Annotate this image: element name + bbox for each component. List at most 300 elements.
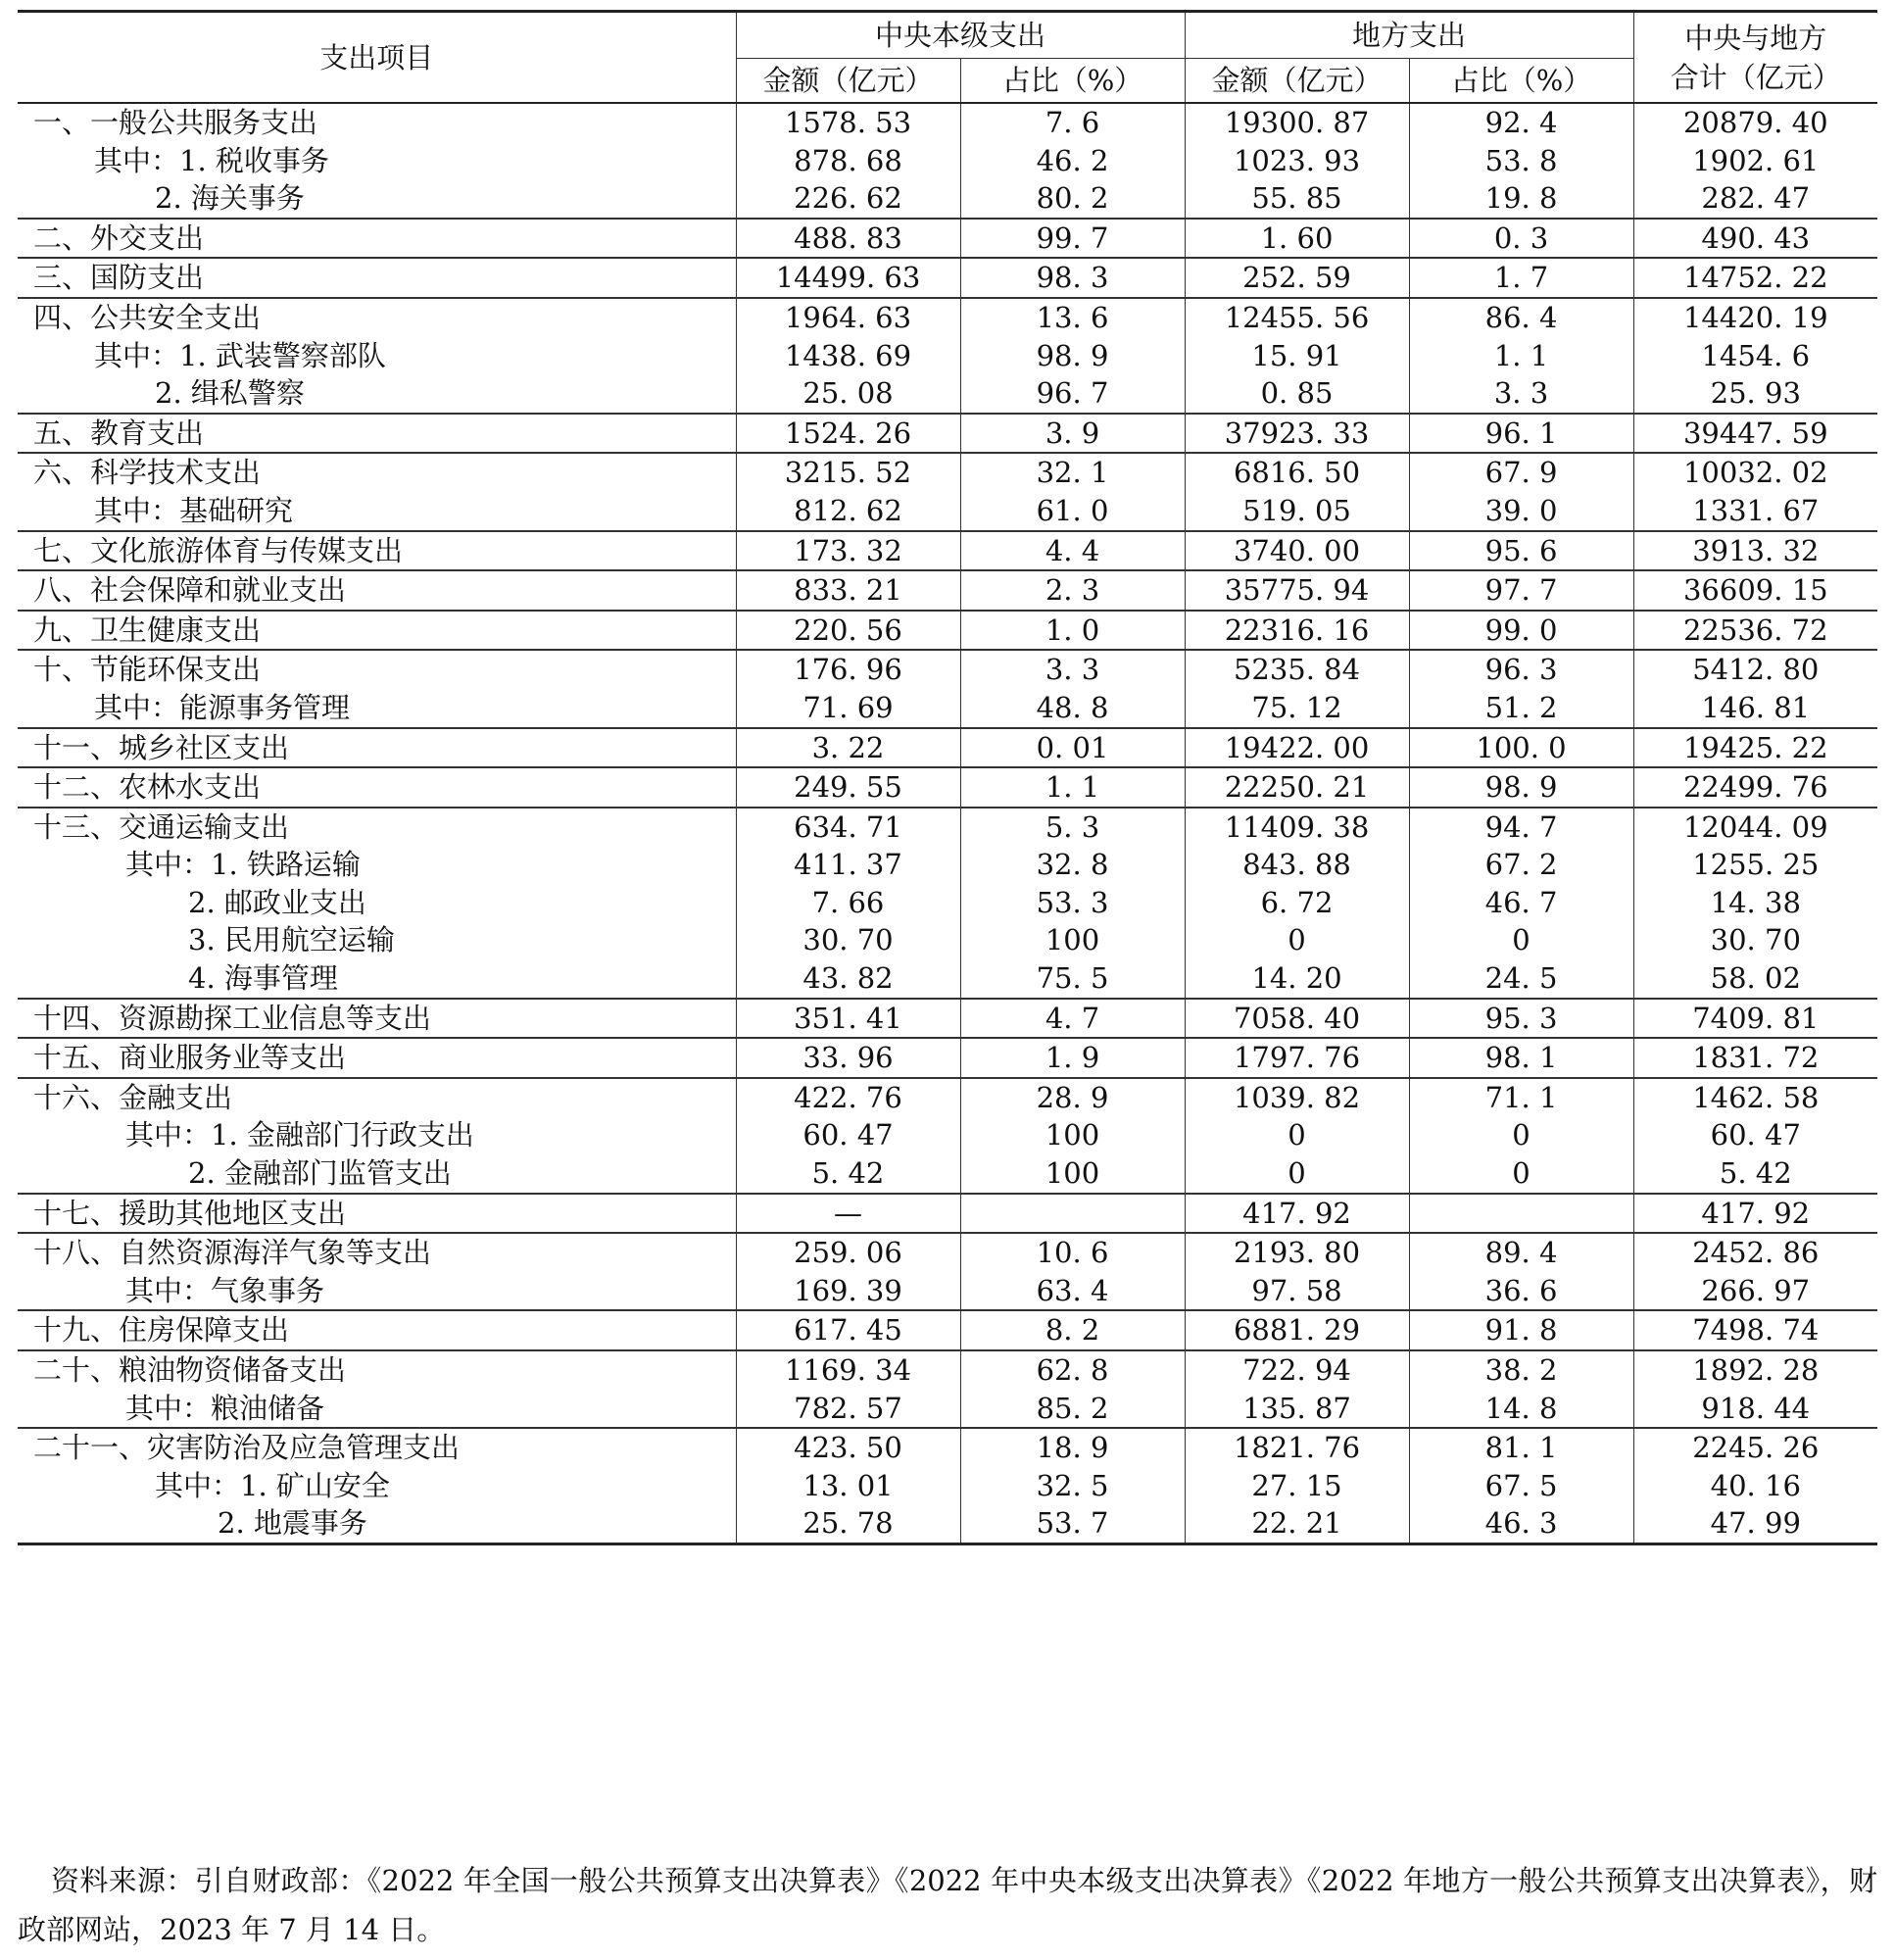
total-amount-value: 7409. 81 [1692, 1001, 1820, 1035]
local-amount-value: 97. 58 [1251, 1273, 1342, 1307]
central-amount-cell [736, 453, 960, 530]
item-name: 二十一、灾害防治及应急管理支出 [33, 1431, 461, 1465]
total-amount-value: 20879. 40 [1682, 106, 1828, 139]
table-row-group [18, 414, 1877, 454]
local-amount-cell [1185, 570, 1409, 611]
total-amount-value: 40. 16 [1710, 1468, 1801, 1502]
central-amount-cell [736, 103, 960, 219]
total-amount-value: 14752. 22 [1682, 261, 1828, 295]
local-share-value: 46. 3 [1484, 1506, 1558, 1541]
central-share-cell [960, 767, 1185, 808]
item-name: 其中：1. 武装警察部队 [94, 338, 386, 372]
item-name: 其中：1. 铁路运输 [125, 848, 361, 882]
item-cell [18, 1078, 736, 1194]
total-amount-value: 2452. 86 [1692, 1236, 1820, 1270]
total-amount-cell [1633, 728, 1877, 768]
item-name: 十八、自然资源海洋气象等支出 [33, 1236, 432, 1270]
local-amount-value: 75. 12 [1251, 690, 1342, 724]
total-amount-value: 7498. 74 [1692, 1313, 1820, 1348]
local-amount-value: 417. 92 [1242, 1196, 1351, 1230]
local-share-cell [1409, 611, 1633, 651]
central-share-value: 100 [1045, 1118, 1100, 1152]
item-name: 十二、农林水支出 [33, 770, 262, 805]
total-amount-value: 14. 38 [1710, 885, 1801, 919]
local-share-value: 91. 8 [1484, 1313, 1558, 1348]
total-amount-cell [1633, 1428, 1877, 1544]
central-share-value: 98. 9 [1036, 338, 1109, 372]
central-amount-cell [736, 258, 960, 298]
header-total [1633, 12, 1877, 104]
total-amount-value: 3913. 32 [1692, 533, 1820, 567]
item-name: 其中：能源事务管理 [94, 690, 351, 724]
local-amount-cell [1185, 1233, 1409, 1310]
local-amount-value: 3740. 00 [1233, 533, 1361, 567]
local-share-value: 0. 3 [1493, 220, 1549, 255]
total-amount-value: 47. 99 [1710, 1506, 1801, 1541]
header-central: 中央本级支出 [736, 12, 1185, 59]
item-cell [18, 1038, 736, 1078]
central-share-cell [960, 611, 1185, 651]
total-amount-value: 1255. 25 [1692, 848, 1820, 882]
local-share-cell [1409, 414, 1633, 454]
local-amount-cell [1185, 258, 1409, 298]
central-share-value: 0. 01 [1036, 730, 1109, 764]
table-row-group [18, 298, 1877, 414]
central-share-value: 1. 0 [1045, 612, 1100, 647]
header-total-line1: 中央与地方 [1684, 21, 1827, 55]
central-share-cell [960, 219, 1185, 259]
local-share-value: 67. 9 [1484, 456, 1558, 490]
central-share-value: 18. 9 [1036, 1431, 1109, 1465]
local-amount-value: 22. 21 [1251, 1506, 1342, 1541]
central-share-value: 1. 9 [1045, 1041, 1100, 1075]
item-cell [18, 1233, 736, 1310]
central-share-cell [960, 808, 1185, 999]
central-share-value: 100 [1045, 923, 1100, 957]
central-share-value: 4. 4 [1045, 533, 1100, 567]
local-share-value: 95. 3 [1484, 1001, 1558, 1035]
expenditure-table [18, 10, 1877, 1545]
central-amount-cell [736, 1233, 960, 1310]
total-amount-value: 918. 44 [1701, 1391, 1811, 1425]
central-amount-value: 351. 41 [794, 1001, 902, 1035]
item-name: 二十、粮油物资储备支出 [33, 1353, 347, 1387]
item-name: 2. 海关事务 [155, 181, 305, 216]
total-amount-cell [1633, 298, 1877, 414]
item-name: 2. 金融部门监管支出 [188, 1156, 452, 1191]
total-amount-cell [1633, 103, 1877, 219]
local-amount-value: 15. 91 [1251, 338, 1342, 372]
table-row-group [18, 258, 1877, 298]
central-amount-value: 220. 56 [794, 612, 902, 647]
central-amount-value: 14499. 63 [775, 261, 921, 295]
central-share-value: 48. 8 [1036, 690, 1109, 724]
central-share-cell [960, 258, 1185, 298]
central-share-value: 4. 7 [1045, 1001, 1100, 1035]
item-name: 十、节能环保支出 [33, 653, 262, 687]
central-share-cell [960, 1194, 1185, 1234]
item-name: 五、教育支出 [33, 416, 205, 450]
item-name: 十四、资源勘探工业信息等支出 [33, 1001, 432, 1035]
local-share-cell [1409, 298, 1633, 414]
item-name: 2. 缉私警察 [155, 376, 305, 411]
total-amount-cell [1633, 767, 1877, 808]
item-cell [18, 531, 736, 571]
central-amount-value: 1524. 26 [784, 416, 912, 450]
central-amount-value: 43. 82 [802, 961, 894, 996]
total-amount-cell [1633, 1194, 1877, 1234]
header-central-amount: 金额（亿元） [736, 59, 960, 104]
table-row-group [18, 1428, 1877, 1544]
table-row-group [18, 767, 1877, 808]
central-share-value: 46. 2 [1036, 143, 1109, 177]
local-amount-value: 6816. 50 [1233, 456, 1361, 490]
local-share-value: 97. 7 [1484, 573, 1558, 608]
central-share-cell [960, 103, 1185, 219]
central-amount-cell [736, 1428, 960, 1544]
central-share-value: 98. 3 [1036, 261, 1109, 295]
table-row-group [18, 570, 1877, 611]
total-amount-value: 60. 47 [1710, 1118, 1801, 1152]
central-amount-cell [736, 728, 960, 768]
table-row-group [18, 1194, 1877, 1234]
table-row-group [18, 103, 1877, 219]
central-amount-cell [736, 1194, 960, 1234]
central-amount-value: 488. 83 [794, 220, 902, 255]
item-name: 其中：气象事务 [125, 1273, 325, 1307]
central-share-cell [960, 414, 1185, 454]
item-cell [18, 650, 736, 727]
local-share-cell [1409, 570, 1633, 611]
local-amount-cell [1185, 1350, 1409, 1428]
total-amount-value: 10032. 02 [1682, 456, 1828, 490]
local-share-cell [1409, 531, 1633, 571]
table-row-group [18, 1078, 1877, 1194]
item-cell [18, 570, 736, 611]
central-share-cell [960, 1350, 1185, 1428]
central-share-value: 63. 4 [1036, 1273, 1109, 1307]
item-name: 3. 民用航空运输 [188, 923, 395, 957]
central-amount-value: 423. 50 [794, 1431, 902, 1465]
central-amount-value: 782. 57 [794, 1391, 902, 1425]
central-share-cell [960, 1038, 1185, 1078]
central-amount-value: 13. 01 [802, 1468, 894, 1502]
local-share-value: 1. 1 [1493, 338, 1549, 372]
central-amount-value: 249. 55 [794, 770, 902, 805]
local-amount-value: 19300. 87 [1224, 106, 1370, 139]
item-name: 九、卫生健康支出 [33, 612, 262, 647]
local-amount-cell [1185, 531, 1409, 571]
local-amount-cell [1185, 453, 1409, 530]
local-share-value: 39. 0 [1484, 493, 1558, 527]
local-share-value: 46. 7 [1484, 885, 1558, 919]
local-amount-value: 22316. 16 [1224, 612, 1370, 647]
item-cell [18, 1310, 736, 1350]
item-name: 四、公共安全支出 [33, 300, 262, 334]
central-share-value: 5. 3 [1045, 809, 1100, 844]
local-share-value: 0 [1512, 1156, 1531, 1191]
central-amount-value: 1438. 69 [784, 338, 912, 372]
table-row-group [18, 611, 1877, 651]
total-amount-value: 1892. 28 [1692, 1353, 1820, 1387]
local-amount-cell [1185, 767, 1409, 808]
table-row-group [18, 1233, 1877, 1310]
item-name: 其中：粮油储备 [125, 1391, 325, 1425]
local-amount-value: 37923. 33 [1224, 416, 1370, 450]
central-share-value: 28. 9 [1036, 1080, 1109, 1114]
central-share-cell [960, 570, 1185, 611]
central-amount-cell [736, 650, 960, 727]
local-share-cell [1409, 650, 1633, 727]
central-amount-value: 7. 66 [811, 885, 885, 919]
source-note: 资料来源：引自财政部：《2022 年全国一般公共预算支出决算表》《2022 年中央本级支出决算表》《2022 年地方一般公共预算支出决算表》，财政部网站，2023 年 7 月 14 日。 [18, 1864, 1877, 1946]
central-amount-value: 617. 45 [794, 1313, 902, 1348]
central-amount-value: 5. 42 [811, 1156, 885, 1191]
central-amount-cell [736, 298, 960, 414]
total-amount-cell [1633, 414, 1877, 454]
central-share-value: 32. 1 [1036, 456, 1109, 490]
central-amount-cell [736, 414, 960, 454]
header-local-amount: 金额（亿元） [1185, 59, 1409, 104]
total-amount-cell [1633, 999, 1877, 1039]
local-amount-value: 11409. 38 [1224, 809, 1370, 844]
local-share-value: 98. 1 [1484, 1041, 1558, 1075]
central-amount-cell [736, 611, 960, 651]
central-share-value: 8. 2 [1045, 1313, 1100, 1348]
local-amount-value: 135. 87 [1242, 1391, 1351, 1425]
local-amount-value: 0 [1288, 923, 1306, 957]
central-share-value: 10. 6 [1036, 1236, 1109, 1270]
central-share-cell [960, 531, 1185, 571]
local-share-cell [1409, 1310, 1633, 1350]
item-cell [18, 258, 736, 298]
central-share-value: 100 [1045, 1156, 1100, 1191]
central-share-value: 1. 1 [1045, 770, 1100, 805]
local-amount-cell [1185, 1194, 1409, 1234]
central-amount-value: 634. 71 [794, 809, 902, 844]
total-amount-value: 1902. 61 [1692, 143, 1820, 177]
table-row-group [18, 1038, 1877, 1078]
total-amount-value: 36609. 15 [1682, 573, 1828, 608]
item-name: 八、社会保障和就业支出 [33, 573, 347, 608]
central-amount-value: 173. 32 [794, 533, 902, 567]
total-amount-value: 58. 02 [1710, 961, 1801, 996]
local-amount-cell [1185, 1078, 1409, 1194]
total-amount-value: 5. 42 [1719, 1156, 1792, 1191]
total-amount-cell [1633, 531, 1877, 571]
item-name: 其中：1. 金融部门行政支出 [125, 1118, 474, 1152]
item-name: 六、科学技术支出 [33, 456, 262, 490]
table-row-group [18, 453, 1877, 530]
local-amount-value: 0. 85 [1260, 376, 1334, 411]
central-share-value [961, 1195, 1185, 1233]
total-amount-value: 1462. 58 [1692, 1080, 1820, 1114]
local-share-cell [1409, 999, 1633, 1039]
local-amount-value: 0 [1288, 1118, 1306, 1152]
local-amount-cell [1185, 219, 1409, 259]
central-share-value: 96. 7 [1036, 376, 1109, 411]
central-amount-value: 833. 21 [794, 573, 902, 608]
local-amount-value: 27. 15 [1251, 1468, 1342, 1502]
local-share-cell [1409, 1233, 1633, 1310]
local-amount-value: 5235. 84 [1233, 653, 1361, 687]
central-amount-value: 259. 06 [794, 1236, 902, 1270]
local-amount-value: 6881. 29 [1233, 1313, 1361, 1348]
header-local: 地方支出 [1185, 12, 1633, 59]
item-name: 十七、援助其他地区支出 [33, 1196, 347, 1230]
item-name: 一、一般公共服务支出 [33, 106, 318, 139]
central-share-value: 3. 9 [1045, 416, 1100, 450]
local-share-value: 86. 4 [1484, 300, 1558, 334]
total-amount-cell [1633, 1038, 1877, 1078]
central-amount-cell [736, 531, 960, 571]
central-amount-cell [736, 219, 960, 259]
item-cell [18, 453, 736, 530]
central-share-value: 3. 3 [1045, 653, 1100, 687]
local-share-value: 89. 4 [1484, 1236, 1558, 1270]
local-amount-value: 12455. 56 [1224, 300, 1370, 334]
central-amount-cell [736, 1038, 960, 1078]
local-share-value: 92. 4 [1484, 106, 1558, 139]
total-amount-cell [1633, 1310, 1877, 1350]
local-share-cell [1409, 1078, 1633, 1194]
item-name: 2. 邮政业支出 [188, 885, 366, 919]
item-cell [18, 414, 736, 454]
item-name: 4. 海事管理 [188, 961, 338, 996]
local-amount-value: 843. 88 [1242, 848, 1351, 882]
local-amount-value: 1797. 76 [1233, 1041, 1361, 1075]
item-name: 十三、交通运输支出 [33, 809, 290, 844]
central-amount-cell [736, 999, 960, 1039]
local-amount-cell [1185, 1310, 1409, 1350]
table-header [18, 12, 1877, 104]
item-cell [18, 1194, 736, 1234]
central-share-cell [960, 298, 1185, 414]
local-amount-cell [1185, 611, 1409, 651]
item-name: 其中：基础研究 [94, 493, 294, 527]
central-amount-cell [736, 570, 960, 611]
central-amount-value: 3. 22 [811, 730, 885, 764]
item-cell [18, 1350, 736, 1428]
total-amount-value: 1831. 72 [1692, 1041, 1820, 1075]
total-amount-value: 2245. 26 [1692, 1431, 1820, 1465]
total-amount-value: 30. 70 [1710, 923, 1801, 957]
total-amount-cell [1633, 1233, 1877, 1310]
table-row-group [18, 1310, 1877, 1350]
local-amount-value: 7058. 40 [1233, 1001, 1361, 1035]
table-row-group [18, 728, 1877, 768]
central-amount-cell [736, 1350, 960, 1428]
local-share-cell [1409, 258, 1633, 298]
total-amount-cell [1633, 453, 1877, 530]
central-share-value: 7. 6 [1045, 106, 1100, 139]
local-share-value: 38. 2 [1484, 1353, 1558, 1387]
local-share-value: 19. 8 [1484, 181, 1558, 216]
item-name: 其中：1. 矿山安全 [155, 1468, 390, 1502]
local-share-cell [1409, 767, 1633, 808]
local-amount-cell [1185, 1428, 1409, 1544]
central-share-value: 75. 5 [1036, 961, 1109, 996]
item-cell [18, 298, 736, 414]
local-share-value: 71. 1 [1484, 1080, 1558, 1114]
local-share-value: 100. 0 [1476, 730, 1567, 764]
table-row-group [18, 999, 1877, 1039]
total-amount-value: 490. 43 [1701, 220, 1811, 255]
item-cell [18, 728, 736, 768]
table-row-group [18, 1350, 1877, 1428]
local-share-value: 36. 6 [1484, 1273, 1558, 1307]
central-share-value: 53. 7 [1036, 1506, 1109, 1541]
local-share-value: 98. 9 [1484, 770, 1558, 805]
central-amount-cell [736, 767, 960, 808]
local-amount-value: 6. 72 [1260, 885, 1334, 919]
total-amount-value: 39447. 59 [1682, 416, 1828, 450]
local-amount-value: 1023. 93 [1233, 143, 1361, 177]
central-share-value: 2. 3 [1045, 573, 1100, 608]
central-amount-value: 169. 39 [794, 1273, 902, 1307]
local-share-cell [1409, 1350, 1633, 1428]
local-share-value: 99. 0 [1484, 612, 1558, 647]
central-share-cell [960, 650, 1185, 727]
central-amount-value: — [834, 1196, 862, 1230]
total-amount-value: 22536. 72 [1682, 612, 1828, 647]
central-amount-value: 411. 37 [794, 848, 902, 882]
central-share-value: 32. 5 [1036, 1468, 1109, 1502]
table-row-group [18, 808, 1877, 999]
item-name: 二、外交支出 [33, 220, 205, 255]
header-item: 支出项目 [18, 12, 736, 104]
local-share-cell [1409, 808, 1633, 999]
item-cell [18, 1428, 736, 1544]
local-share-value: 81. 1 [1484, 1431, 1558, 1465]
item-name: 十九、住房保障支出 [33, 1313, 290, 1348]
table-body [18, 103, 1877, 1544]
total-amount-cell [1633, 650, 1877, 727]
total-amount-value: 12044. 09 [1682, 809, 1828, 844]
local-share-value: 95. 6 [1484, 533, 1558, 567]
central-amount-value: 812. 62 [794, 493, 902, 527]
total-amount-value: 14420. 19 [1682, 300, 1828, 334]
local-amount-value: 19422. 00 [1224, 730, 1370, 764]
central-share-value: 80. 2 [1036, 181, 1109, 216]
item-cell [18, 767, 736, 808]
local-amount-value: 35775. 94 [1224, 573, 1370, 608]
local-share-cell [1409, 728, 1633, 768]
total-amount-value: 282. 47 [1701, 181, 1811, 216]
local-amount-value: 1. 60 [1260, 220, 1334, 255]
central-amount-value: 1578. 53 [784, 106, 912, 139]
local-share-cell [1409, 1428, 1633, 1544]
item-cell [18, 103, 736, 219]
total-amount-value: 5412. 80 [1692, 653, 1820, 687]
central-amount-value: 71. 69 [802, 690, 894, 724]
local-share-value: 94. 7 [1484, 809, 1558, 844]
total-amount-cell [1633, 258, 1877, 298]
local-amount-cell [1185, 808, 1409, 999]
central-amount-value: 1169. 34 [784, 1353, 912, 1387]
table-row-group [18, 650, 1877, 727]
central-amount-value: 422. 76 [794, 1080, 902, 1114]
item-name: 2. 地震事务 [218, 1506, 367, 1541]
central-amount-value: 1964. 63 [784, 300, 912, 334]
local-share-value: 53. 8 [1484, 143, 1558, 177]
local-share-cell [1409, 219, 1633, 259]
total-amount-cell [1633, 808, 1877, 999]
central-share-value: 61. 0 [1036, 493, 1109, 527]
total-amount-value: 22499. 76 [1682, 770, 1828, 805]
central-amount-value: 878. 68 [794, 143, 902, 177]
local-share-value [1410, 1195, 1633, 1233]
